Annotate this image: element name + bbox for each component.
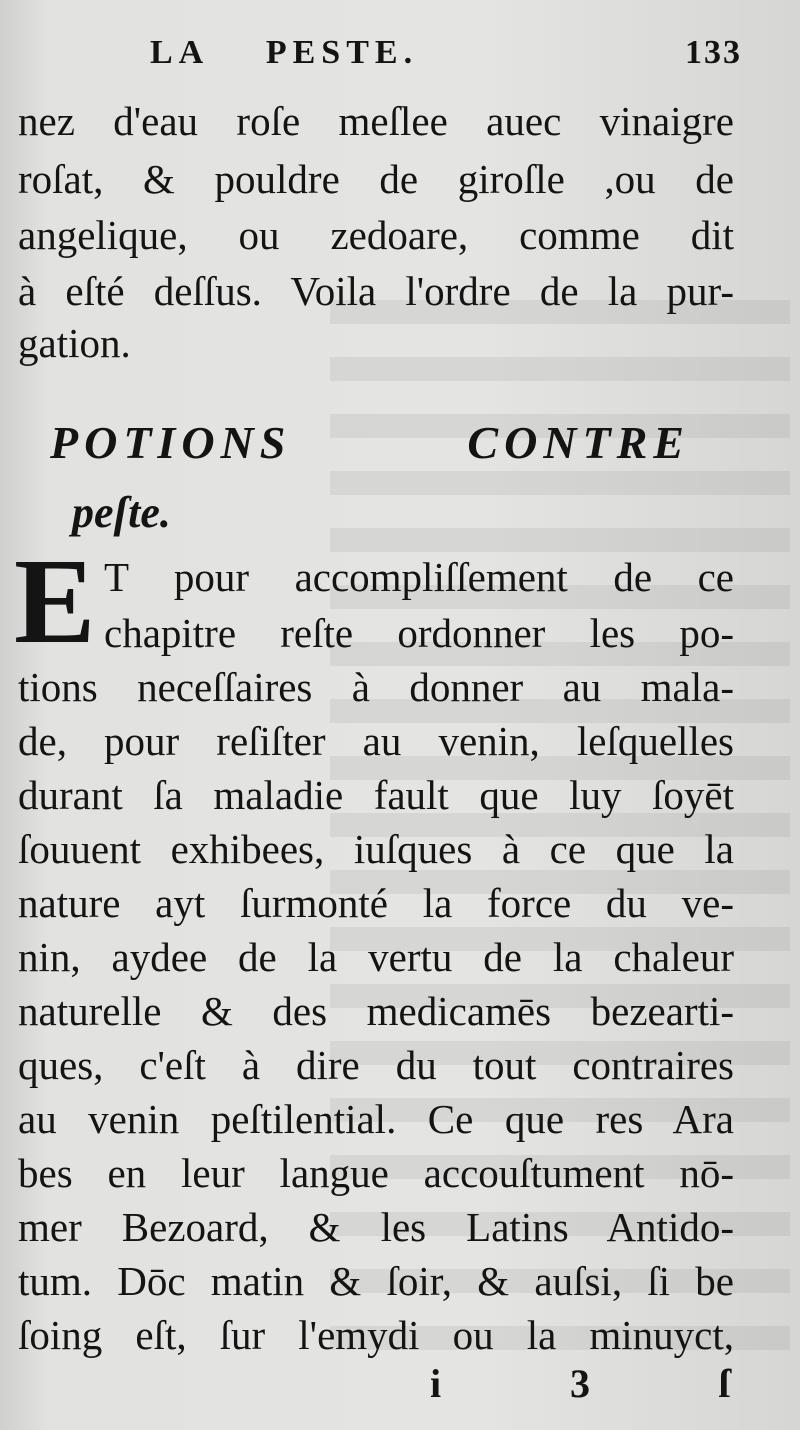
page-number: 133 [685,34,742,71]
section-line: ſoing eſt, ſur l'emydi ou la minuyct, [18,1312,734,1358]
section-line: nature ayt ſurmonté la force du ve- [18,880,734,926]
section-line: au venin peſtilential. Ce que res Ara [18,1096,734,1142]
section-line: tions neceſſaires à donner au mala- [18,664,734,710]
body-line: gation. [18,320,131,366]
signature-part: 3 [570,1361,590,1406]
section-line: nin, aydee de la vertu de la chaleur [18,934,734,980]
section-line: naturelle & des medicamēs bezearti- [18,988,734,1034]
body-line: nez d'eau roſe meſlee auec vinaigre [18,98,734,144]
section-heading-continuation: peſte. [72,488,171,537]
section-line: chapitre reſte ordonner les po- [104,610,734,656]
running-header [150,30,742,76]
section-line: ſouuent exhibees, iuſques à ce que la [18,826,734,872]
section-line: durant ſa maladie fault que luy ſoyēt [18,772,734,818]
section-heading: POTIONS CONTRE [50,417,690,468]
section-line: tum. Dōc matin & ſoir, & auſsi, ſi be [18,1258,734,1304]
body-line: à eſté deſſus. Voila l'ordre de la pur- [18,268,734,314]
signature-part: i [430,1361,442,1406]
signature-mark [430,1360,730,1410]
running-title: LA PESTE. [150,34,419,71]
section-line: T pour accompliſſement de ce [104,554,734,600]
drop-cap: E [14,534,96,669]
section-line: mer Bezoard, & les Latins Antido- [18,1204,734,1250]
signature-part: ſ [718,1361,730,1406]
body-line: angelique, ou zedoare, comme dit [18,212,734,258]
section-line: de, pour reſiſter au venin, leſquelles [18,718,734,764]
section-line: ques, c'eſt à dire du tout contraires [18,1042,734,1088]
body-line: roſat, & pouldre de giroſle ,ou de [18,156,734,202]
section-line: bes en leur langue accouſtument nō- [18,1150,734,1196]
